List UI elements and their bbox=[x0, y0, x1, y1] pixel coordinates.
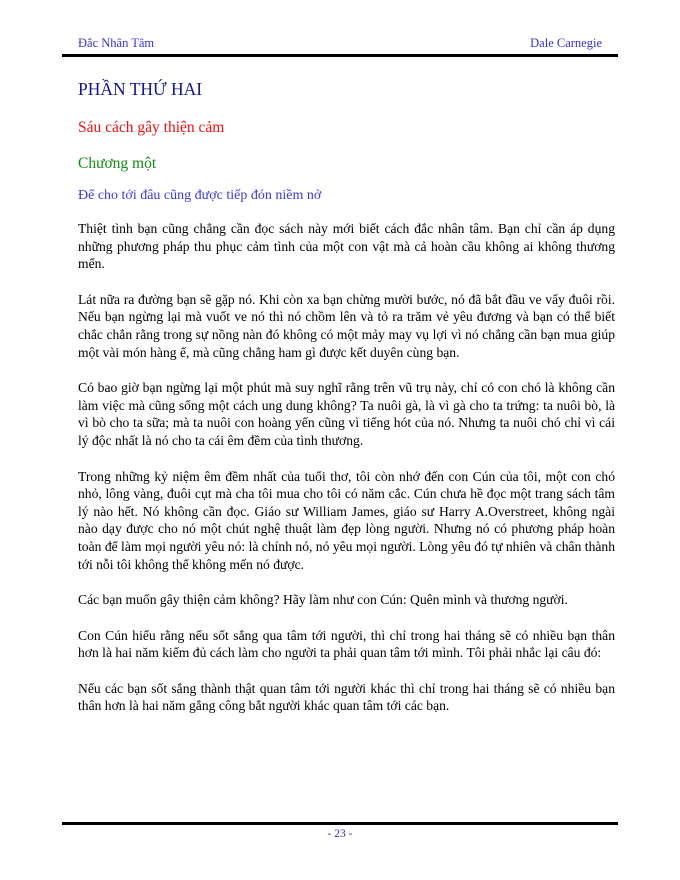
paragraph: Trong những kỷ niệm êm đềm nhất của tuổi thơ, tôi còn nhớ đến con Cún của tôi, một con chó nhỏ, lông vàng, đuôi cụt mà cha tôi mua cho tôi có năm cắc. Cún chưa hề đọc một trang sách tâm lý nào hết. Nó không cần đọc. Giáo sư William James, giáo sư Harry A.Overstreet, không ngài nào dạy được cho nó một chút nghệ thuật làm đẹp lòng người. Nhưng nó có phương pháp hoàn toàn để làm mọi người yêu nó: là chính nó, nó yêu mọi người. Lòng yêu đó tự nhiên và chân thành tới nỗi tôi không thể không mến nó được. bbox=[78, 468, 615, 572]
page-number: - 23 - bbox=[327, 828, 353, 840]
footer-rule bbox=[62, 822, 618, 825]
running-header bbox=[62, 36, 618, 57]
body-text bbox=[78, 220, 615, 715]
page-footer bbox=[62, 822, 618, 840]
paragraph: Lát nữa ra đường bạn sẽ gặp nó. Khi còn xa bạn chừng mười bước, nó đã bắt đầu ve vẩy đuôi rồi. Nếu bạn ngừng lại mà vuốt ve nó thì nó chồm lên và tỏ ra trăm vẻ yêu đương và bạn có thể biết chắc chắn rằng trong sự nồng nàn đó không có một mảy may vụ lợi vì nó chẳng cần bạn mua giúp một vài món hàng ế, mà cũng chẳng ham gì được kết duyên cùng bạn. bbox=[78, 291, 615, 360]
chapter-subtitle: Để cho tới đâu cũng được tiếp đón niềm nở bbox=[78, 188, 322, 203]
paragraph: Các bạn muốn gây thiện cảm không? Hãy làm như con Cún: Quên mình và thương người. bbox=[78, 592, 568, 608]
running-header-author: Dale Carnegie bbox=[530, 36, 602, 50]
part-title: PHẦN THỨ HAI bbox=[78, 79, 203, 99]
paragraph: Có bao giờ bạn ngừng lại một phút mà suy nghĩ rằng trên vũ trụ này, chỉ có con chó là không cần làm việc mà cũng sống một cách ung dung không? Ta nuôi gà, là vì gà cho ta trứng: ta nuôi bò, là vì bò cho ta sữa; mà ta nuôi con hoàng yến cũng vì tiếng hót của nó. Nhưng ta nuôi chó chỉ vì cái lý độc nhất là nó cho ta cái êm đềm của tình thương. bbox=[78, 380, 615, 448]
header-rule bbox=[62, 54, 618, 57]
section-title: Sáu cách gây thiện cảm bbox=[78, 119, 225, 136]
running-header-book-title: Đắc Nhân Tâm bbox=[78, 36, 155, 50]
page-content bbox=[78, 70, 615, 733]
paragraph: Con Cún hiểu rằng nếu sốt sắng qua tâm tới người, thì chỉ trong hai tháng sẽ có nhiều bạn thân hơn là hai năm kiếm đủ cách làm cho người ta phải quan tâm tới mình. Tôi phải nhắc lại câu đó: bbox=[78, 627, 615, 661]
chapter-title: Chương một bbox=[78, 155, 157, 172]
paragraph: Nếu các bạn sốt sắng thành thật quan tâm tới người khác thì chỉ trong hai tháng sẽ có nhiều bạn thân hơn là hai năm gắng công bắt người khác quan tâm tới các bạn. bbox=[78, 680, 615, 714]
paragraph: Thiệt tình bạn cũng chẳng cần đọc sách này mới biết cách đắc nhân tâm. Bạn chỉ cần áp dụng những phương pháp thu phục cảm tình của một con vật mà cả hoàn cầu không ai không thương mến. bbox=[78, 221, 615, 272]
